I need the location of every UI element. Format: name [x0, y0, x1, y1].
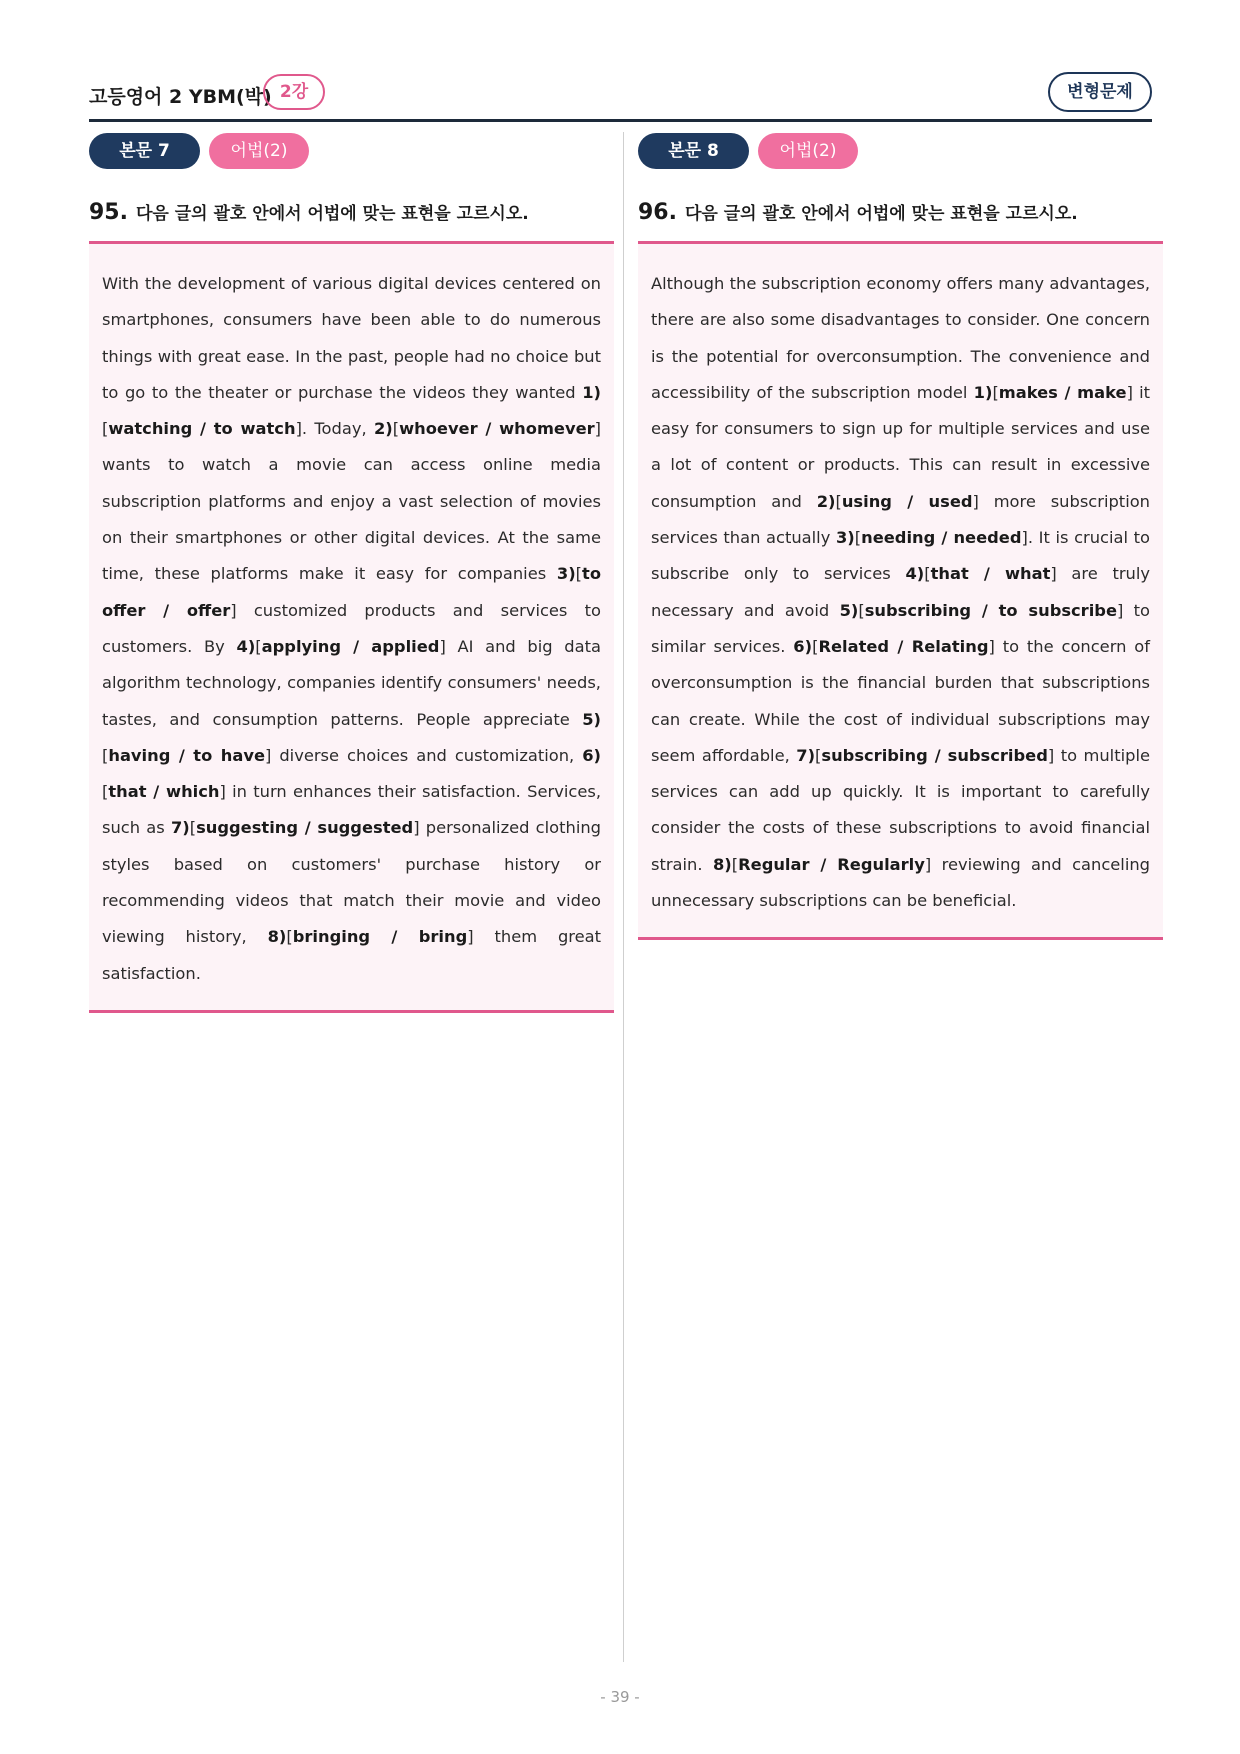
blank-option: 7) [796, 745, 816, 765]
page-number: - 39 - [600, 1688, 640, 1706]
blank-option: 3) [556, 564, 576, 584]
passage-text: [ [858, 600, 865, 620]
blank-option: 2) [816, 491, 836, 511]
workbook-title: 고등영어 2 YBM(박) [89, 86, 272, 108]
passage-text: ] diverse choices and customization, [264, 745, 583, 765]
blank-option: 3) [835, 528, 855, 548]
blank-option: 4) [905, 564, 925, 584]
passage-text: [ [575, 564, 583, 584]
passage-text: ] to multiple services can add up quickly. It is important to carefully consider the costs of these subscriptions to avoid financial strain. [651, 745, 1150, 874]
page-header [89, 72, 1152, 122]
blank-option: whoever / whomever [399, 419, 595, 439]
blank-option: 2) [373, 419, 393, 439]
blank-option: needing / needed [861, 528, 1022, 548]
passage-text: [ [255, 636, 262, 656]
passage-text: ] to similar services. [651, 600, 1151, 656]
passage-text: ] them great satisfaction. [102, 927, 601, 983]
passage-text: ] reviewing and canceling unnecessary subscriptions can be beneficial. [651, 854, 1151, 911]
passage-text: ]. Today, [295, 419, 374, 439]
passage-text: Although the subscription economy offers many advantages, there are also some disadvantages to consider. One concern is the potential for overconsumption. The convenience and accessibility of the subscription model [651, 274, 1150, 402]
blank-option: 6) [582, 745, 601, 765]
passage-text: ]. It is crucial to subscribe only to services [651, 528, 1150, 584]
blank-option: applying / applied [261, 636, 440, 656]
passage-text: [ [102, 419, 109, 439]
type-badge: 변형문제 [1048, 72, 1152, 112]
passage-text: [ [835, 491, 842, 511]
blank-option: 4) [236, 636, 256, 656]
blank-option: 1) [973, 382, 993, 402]
blank-option: bringing / bring [292, 927, 468, 947]
blank-option: 1) [582, 382, 601, 402]
lesson-badge: 2강 [263, 74, 325, 110]
passage-text: ] to the concern of overconsumption is the financial burden that subscriptions can create. While the cost of individual subscriptions may seem affordable, [651, 636, 1150, 765]
passage-text: ] in turn enhances their satisfaction. Services, such as [102, 782, 601, 838]
passage-box [638, 244, 1163, 940]
passage-text: ] AI and big data algorithm technology, companies identify consumers' needs, tastes, and consumption patterns. People appreciate [102, 636, 601, 729]
blank-option: to offer / offer [102, 564, 601, 620]
passage-text: With the development of various digital devices centered on smartphones, consumers have been able to do numerous things with great ease. In the past, people had no choice but to go to the theater or purchase the videos they wanted [102, 274, 601, 402]
passage-text: ] it easy for consumers to sign up for multiple services and use a lot of content or products. This can result in excessive consumption and [651, 382, 1151, 511]
blank-option: suggesting / suggested [196, 818, 414, 838]
blank-option: Related / Relating [818, 636, 989, 656]
passage-box [89, 244, 614, 1013]
question-prompt: 다음 글의 괄호 안에서 어법에 맞는 표현을 고르시오. [135, 204, 529, 224]
blank-option: 6) [793, 636, 813, 656]
passage-text: [ [102, 782, 109, 802]
blank-option: 7) [170, 818, 190, 838]
passage-text: [ [189, 818, 197, 838]
passage-text: ] more subscription services than actually [651, 491, 1150, 548]
passage-text: [ [102, 745, 109, 765]
question-number: 95. [89, 200, 128, 225]
blank-option: having / to have [108, 745, 265, 765]
passage-text: [ [815, 745, 822, 765]
blank-option: 5) [582, 709, 601, 729]
blank-option: using / used [841, 491, 973, 511]
question-number: 96. [638, 200, 677, 225]
passage-text: ] are truly necessary and avoid [651, 564, 1150, 620]
category-tag: 어법(2) [209, 133, 309, 169]
passage-text: [ [992, 382, 999, 402]
question-heading [638, 199, 1163, 225]
header-rule [89, 119, 1152, 122]
passage-text: ] customized products and services to customers. By [102, 600, 601, 656]
question-prompt: 다음 글의 괄호 안에서 어법에 맞는 표현을 고르시오. [684, 204, 1078, 224]
blank-option: 5) [839, 600, 859, 620]
passage-text: [ [286, 927, 293, 947]
category-tag: 어법(2) [758, 133, 858, 169]
passage-text: [ [392, 419, 400, 439]
blank-option: 8) [712, 854, 732, 874]
passage-text: [ [812, 636, 819, 656]
passage-text: ] personalized clothing styles based on customers' purchase history or recommending videos that match their movie and video viewing history, [102, 818, 601, 947]
blank-option: Regular / Regularly [738, 854, 925, 874]
question-heading [89, 199, 614, 225]
passage-text: [ [924, 564, 931, 584]
blank-option: subscribing / subscribed [821, 745, 1048, 765]
passage-tag: 본문 8 [638, 133, 749, 169]
passage-text: [ [731, 854, 739, 874]
passage-tag: 본문 7 [89, 133, 200, 169]
passage-text: ] wants to watch a movie can access online media subscription platforms and enjoy a vast selection of movies on their smartphones or other digital devices. At the same time, these platforms make it easy for companies [102, 419, 602, 584]
blank-option: makes / make [998, 382, 1127, 402]
blank-option: that / what [930, 564, 1051, 584]
blank-option: subscribing / to subscribe [864, 600, 1117, 620]
blank-option: that / which [108, 782, 220, 802]
column-divider [623, 132, 624, 1662]
blank-option: watching / to watch [108, 419, 296, 439]
blank-option: 8) [267, 927, 287, 947]
passage-text: [ [854, 528, 862, 548]
